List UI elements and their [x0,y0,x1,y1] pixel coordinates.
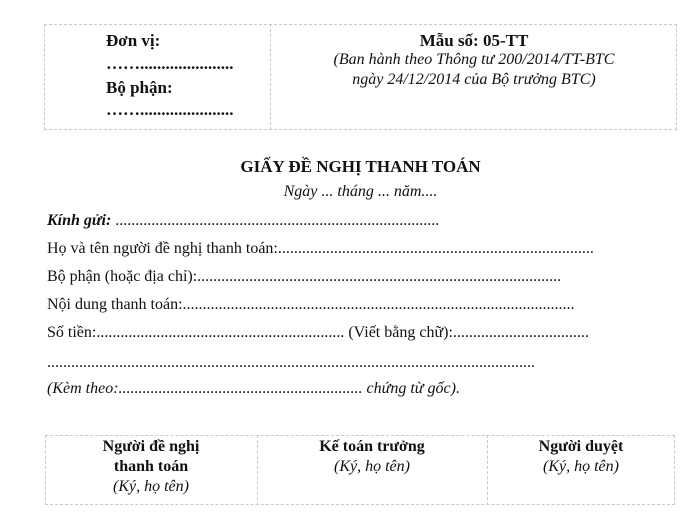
department-label: Bộ phận: [106,78,173,97]
form-number: Mẫu số: 05-TT [419,31,529,50]
signature-title: Người đề nghị [102,438,200,455]
signature-chief-accountant [257,437,487,477]
issued-by-line-1: (Ban hành theo Thông tư 200/2014/TT-BTC [333,51,615,68]
requester-name-field[interactable]: Họ và tên người đề nghị thanh toán:............................................................................... [47,240,594,257]
signature-subtitle: (Ký, họ tên) [113,478,189,495]
requester-department-field[interactable]: Bộ phận (hoặc địa chỉ):........................................................................................... [47,268,562,285]
amount-continued-field[interactable]: .......................................................................................................................... [47,354,535,371]
amount-field[interactable]: Số tiền:.............................................................. (Viết bằng chữ):.................................. [47,324,589,341]
recipient-line[interactable] [47,212,439,230]
signature-subtitle: (Ký, họ tên) [334,458,410,475]
signature-approver [487,437,675,477]
signature-requester [45,437,257,497]
signature-title: thanh toán [113,458,189,475]
payment-content-field[interactable]: Nội dung thanh toán:.................................................................................................. [47,296,575,313]
issued-by-line-2: ngày 24/12/2014 của Bộ trưởng BTC) [352,71,596,88]
document-title: GIẤY ĐỀ NGHỊ THANH TOÁN [240,157,481,176]
recipient-field[interactable]: ................................................................................. [111,212,440,229]
attachments-field[interactable]: (Kèm theo:............................................................. chứng từ gốc). [47,380,460,397]
document-date: Ngày ... tháng ... năm.... [283,183,438,200]
unit-field[interactable]: ……...................... [106,54,234,73]
signature-subtitle: (Ký, họ tên) [543,458,619,475]
signature-title: Người duyệt [538,438,624,455]
department-field[interactable]: ……...................... [106,100,234,119]
recipient-label: Kính gửi: [47,212,112,229]
signature-title: Kế toán trưởng [319,438,425,455]
unit-label: Đơn vị: [106,31,161,50]
